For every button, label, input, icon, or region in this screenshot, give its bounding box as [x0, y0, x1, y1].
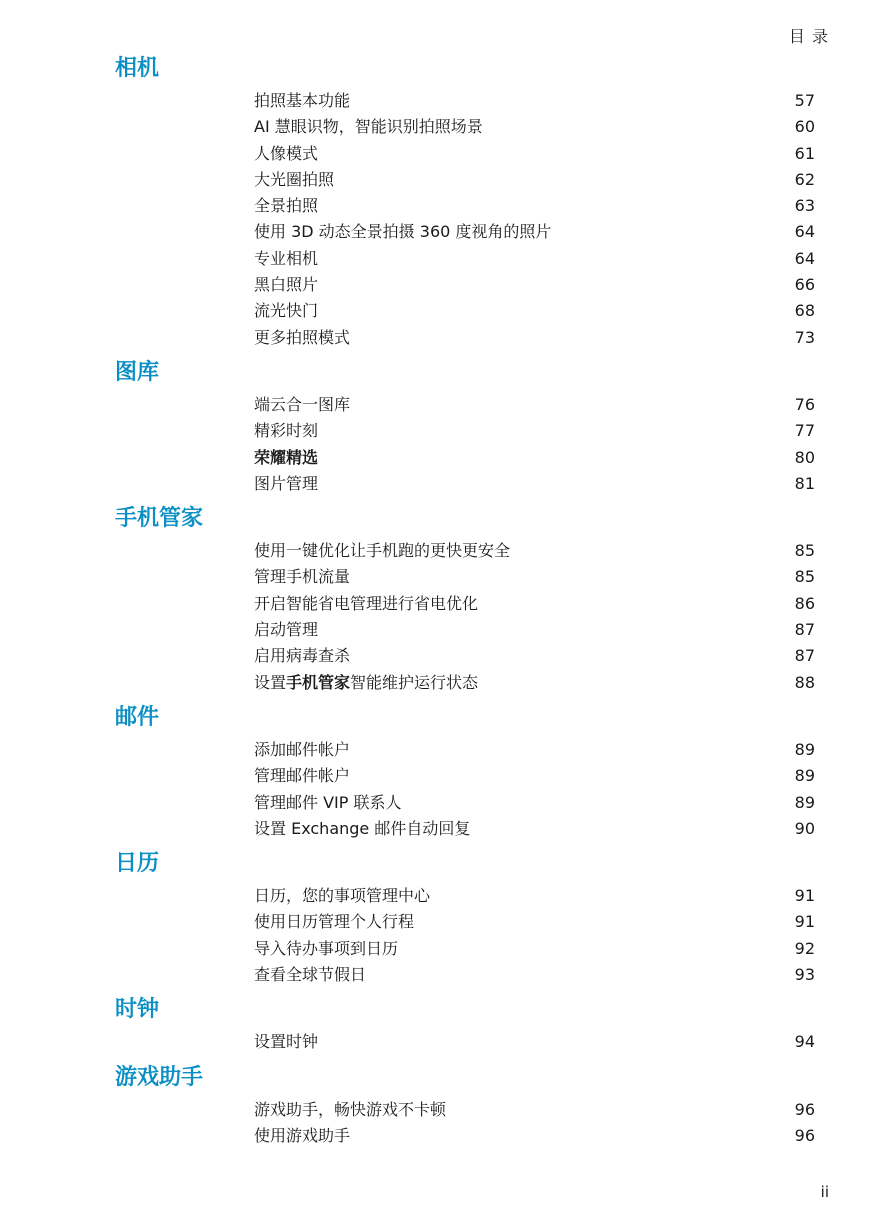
entry-page-number: 85	[794, 567, 815, 587]
entry-page-number: 89	[794, 766, 815, 786]
toc-entry[interactable]	[0, 246, 869, 272]
entry-page-number: 76	[794, 394, 815, 414]
entry-page-number: 94	[794, 1032, 815, 1052]
entry-label: 拍照基本功能	[254, 91, 351, 110]
entry-page-number: 90	[794, 818, 815, 838]
entry-label: 游戏助手，畅快游戏不卡顿	[254, 1099, 447, 1119]
entry-label: 使用游戏助手	[254, 1125, 351, 1145]
entry-label: 查看全球节假日	[254, 965, 367, 985]
entry-page-number: 64	[794, 248, 815, 268]
toc-section-clock	[0, 995, 869, 1062]
toc-entry[interactable]	[0, 538, 869, 564]
section-title: 手机管家	[115, 506, 204, 532]
toc-entry[interactable]	[0, 909, 869, 935]
section-title: 游戏助手	[115, 1064, 204, 1090]
entry-label-bold: 手机管家	[286, 672, 351, 692]
entry-label: 全景拍照	[254, 196, 319, 216]
toc-entry[interactable]	[0, 737, 869, 763]
entry-page-number: 87	[794, 620, 815, 640]
entry-label: 设置 Exchange 邮件自动回复	[254, 818, 471, 838]
toc-entry[interactable]	[0, 1123, 869, 1149]
toc-entry[interactable]	[0, 325, 869, 351]
toc-entry[interactable]	[0, 1097, 869, 1123]
entry-label: 导入待办事项到日历	[254, 938, 399, 958]
entry-page-number: 89	[794, 739, 815, 759]
entry-label: 更多拍照模式	[254, 327, 351, 347]
table-of-contents	[0, 54, 869, 1149]
toc-entry[interactable]	[0, 141, 869, 167]
toc-entry[interactable]	[0, 114, 869, 140]
entry-label: 人像模式	[254, 143, 319, 163]
toc-entry[interactable]	[0, 193, 869, 219]
entry-label: 管理邮件帐户	[254, 766, 351, 786]
toc-entry[interactable]	[0, 591, 869, 617]
entry-page-number: 86	[794, 593, 815, 613]
toc-entry[interactable]	[0, 167, 869, 193]
entry-label: 设置时钟	[254, 1032, 319, 1052]
entry-page-number: 64	[794, 222, 815, 242]
entry-page-number: 80	[794, 447, 815, 467]
toc-entry[interactable]	[0, 445, 869, 471]
toc-entry[interactable]	[0, 763, 869, 789]
toc-entry[interactable]	[0, 962, 869, 988]
entry-label-suffix: 智能维护运行状态	[350, 672, 479, 692]
toc-entry[interactable]	[0, 392, 869, 418]
entry-page-number: 62	[794, 169, 815, 189]
entry-label: 开启智能省电管理进行省电优化	[254, 593, 479, 613]
entry-label: 图片管理	[254, 473, 319, 493]
entry-page-number: 81	[794, 473, 815, 493]
entry-page-number: 68	[794, 301, 815, 321]
toc-entry[interactable]	[0, 670, 869, 696]
entry-label: 流光快门	[254, 301, 319, 321]
entry-label: 使用日历管理个人行程	[254, 912, 415, 932]
entry-label: 启用病毒查杀	[254, 646, 351, 666]
entry-page-number: 61	[794, 143, 815, 163]
section-title: 时钟	[115, 997, 160, 1023]
toc-entry[interactable]	[0, 617, 869, 643]
entry-page-number: 91	[794, 912, 815, 932]
toc-entry[interactable]	[0, 272, 869, 298]
toc-section-calendar	[0, 849, 869, 995]
toc-section-phone-manager	[0, 504, 869, 703]
entry-label: 端云合一图库	[254, 394, 351, 414]
toc-entry[interactable]	[0, 418, 869, 444]
section-title: 邮件	[115, 704, 160, 730]
entry-page-number: 92	[794, 938, 815, 958]
entry-label: 精彩时刻	[254, 421, 319, 441]
toc-entry[interactable]	[0, 936, 869, 962]
entry-page-number: 96	[794, 1099, 815, 1119]
entry-page-number: 60	[794, 117, 815, 137]
entry-label: 大光圈拍照	[254, 169, 335, 189]
entry-page-number: 89	[794, 792, 815, 812]
toc-entry[interactable]	[0, 298, 869, 324]
entry-page-number: 57	[794, 91, 815, 110]
entry-page-number: 63	[794, 196, 815, 216]
entry-label: 荣耀精选	[254, 447, 319, 467]
toc-entry[interactable]	[0, 790, 869, 816]
page-header-title: 目 录	[788, 27, 829, 46]
section-title: 图库	[115, 359, 160, 385]
toc-entry[interactable]	[0, 816, 869, 842]
toc-entry[interactable]	[0, 883, 869, 909]
entry-label: 日历，您的事项管理中心	[254, 886, 431, 906]
entry-page-number: 85	[794, 541, 815, 561]
entry-label: AI 慧眼识物，智能识别拍照场景	[254, 117, 483, 137]
entry-label-prefix: 设置	[254, 672, 287, 692]
section-title: 相机	[115, 56, 160, 81]
toc-section-camera	[0, 54, 869, 358]
entry-page-number: 77	[794, 421, 815, 441]
toc-section-gallery	[0, 358, 869, 504]
toc-entry[interactable]	[0, 564, 869, 590]
entry-label: 添加邮件帐户	[254, 739, 351, 759]
entry-page-number: 66	[794, 275, 815, 295]
entry-page-number: 73	[794, 327, 815, 347]
entry-label: 黑白照片	[254, 275, 319, 295]
section-title: 日历	[115, 851, 160, 877]
toc-entry[interactable]	[0, 471, 869, 497]
entry-label: 使用一键优化让手机跑的更快更安全	[254, 541, 511, 561]
entry-page-number: 96	[794, 1125, 815, 1145]
page-number: ii	[820, 1183, 829, 1201]
toc-entry[interactable]	[0, 219, 869, 245]
entry-page-number: 88	[794, 672, 815, 692]
entry-page-number: 87	[794, 646, 815, 666]
entry-page-number: 91	[794, 886, 815, 906]
entry-label: 专业相机	[254, 248, 319, 268]
entry-label: 管理邮件 VIP 联系人	[254, 792, 402, 812]
toc-entry[interactable]	[0, 88, 869, 114]
entry-page-number: 93	[794, 965, 815, 985]
entry-label: 管理手机流量	[254, 567, 351, 587]
entry-label: 启动管理	[254, 620, 319, 640]
toc-entry[interactable]	[0, 1029, 869, 1055]
entry-label: 使用 3D 动态全景拍摄 360 度视角的照片	[254, 222, 552, 242]
toc-section-game-assistant	[0, 1063, 869, 1150]
entry-label	[254, 670, 478, 696]
toc-entry[interactable]	[0, 643, 869, 669]
toc-section-email	[0, 703, 869, 849]
